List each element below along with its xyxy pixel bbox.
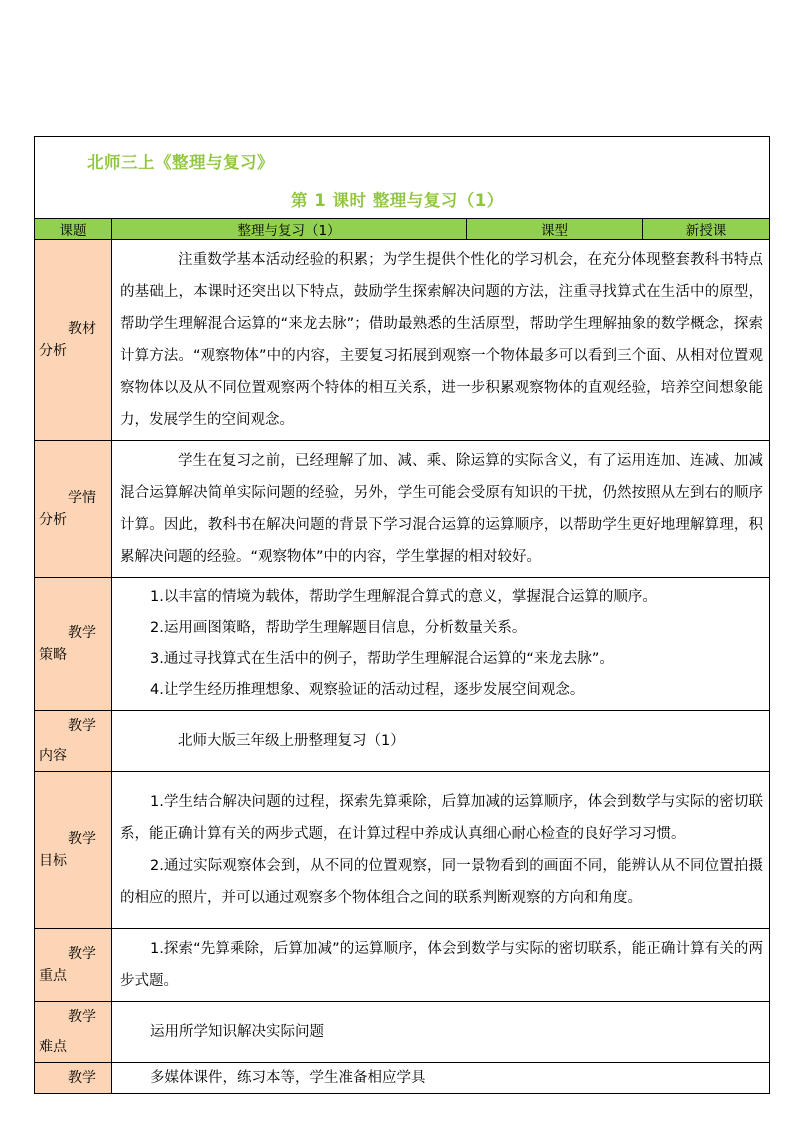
- topic-value: 整理与复习（1）: [112, 219, 467, 240]
- resources-label: 教学: [35, 1063, 112, 1094]
- header-cell: [35, 137, 770, 219]
- material-analysis-label: 教材 分析: [35, 240, 112, 441]
- teaching-goals-label: 教学 目标: [35, 772, 112, 929]
- resources-text: 多媒体课件，练习本等，学生准备相应学具: [112, 1063, 770, 1094]
- teaching-strategy-row: [35, 578, 770, 711]
- type-value: 新授课: [643, 219, 770, 240]
- student-analysis-row: [35, 441, 770, 578]
- lesson-title: 第 1 课时 整理与复习（1）: [291, 191, 504, 210]
- list-item: 1.学生结合解决问题的过程，探索先算乘除，后算加减的运算顺序，体会到数学与实际的密切联系，能正确计算有关的两步式题，在计算过程中养成认真细心耐心检查的良好学习习惯。: [120, 794, 763, 842]
- student-analysis-label: 学情 分析: [35, 441, 112, 578]
- key-points-label: 教学 重点: [35, 929, 112, 1002]
- document-title: 北师三上《整理与复习》: [87, 153, 274, 172]
- student-analysis-text: 学生在复习之前，已经理解了加、减、乘、除运算的实际含义，有了运用连加、连减、加减混合运算解决简单实际问题的经验，另外，学生可能会受原有知识的干扰，仍然按照从左到右的顺序计算。因此，教科书在解决问题的背景下学习混合运算的运算顺序，以帮助学生更好地理解算理，积累解决问题的经验。“观察物体”中的内容，学生掌握的相对较好。: [112, 441, 770, 578]
- difficulties-text: 运用所学知识解决实际问题: [112, 1002, 770, 1063]
- topic-label: 课题: [35, 219, 112, 240]
- key-points-text: 1.探索“先算乘除，后算加减”的运算顺序，体会到数学与实际的密切联系，能正确计算有关的两步式题。: [112, 929, 770, 1002]
- list-item: 1.以丰富的情境为载体，帮助学生理解混合算式的意义，掌握混合运算的顺序。: [150, 589, 657, 605]
- difficulties-row: [35, 1002, 770, 1063]
- teaching-goals-list: [112, 772, 770, 929]
- material-analysis-row: [35, 240, 770, 441]
- teaching-content-row: [35, 711, 770, 772]
- teaching-strategy-label: 教学 策略: [35, 578, 112, 711]
- lesson-plan-table: [34, 136, 770, 1094]
- resources-row: [35, 1063, 770, 1094]
- teaching-content-text: 北师大版三年级上册整理复习（1）: [112, 711, 770, 772]
- teaching-content-label: 教学 内容: [35, 711, 112, 772]
- list-item: 2.通过实际观察体会到，从不同的位置观察，同一景物看到的画面不同，能辨认从不同位置拍摄的相应的照片，并可以通过观察多个物体组合之间的联系判断观察的方向和角度。: [120, 858, 763, 906]
- header-row: [35, 137, 770, 219]
- list-item: 4.让学生经历推理想象、观察验证的活动过程，逐步发展空间观念。: [150, 682, 585, 698]
- difficulties-label: 教学 难点: [35, 1002, 112, 1063]
- material-analysis-text: 注重数学基本活动经验的积累；为学生提供个性化的学习机会，在充分体现整套教科书特点的基础上，本课时还突出以下特点，鼓励学生探索解决问题的方法，注重寻找算式在生活中的原型，帮助学生理解混合运算的“来龙去脉”；借助最熟悉的生活原型，帮助学生理解抽象的数学概念，探索计算方法。“观察物体”中的内容，主要复习拓展到观察一个物体最多可以看到三个面、从相对位置观察物体以及从不同位置观察两个特体的相互关系，进一步积累观察物体的直观经验，培养空间想象能力，发展学生的空间观念。: [112, 240, 770, 441]
- list-item: 3.通过寻找算式在生活中的例子，帮助学生理解混合运算的“来龙去脉”。: [150, 651, 614, 667]
- teaching-goals-row: [35, 772, 770, 929]
- type-label: 课型: [467, 219, 643, 240]
- list-item: 2.运用画图策略，帮助学生理解题目信息，分析数量关系。: [150, 620, 527, 636]
- teaching-strategy-list: [112, 578, 770, 711]
- info-row: [35, 219, 770, 240]
- key-points-row: [35, 929, 770, 1002]
